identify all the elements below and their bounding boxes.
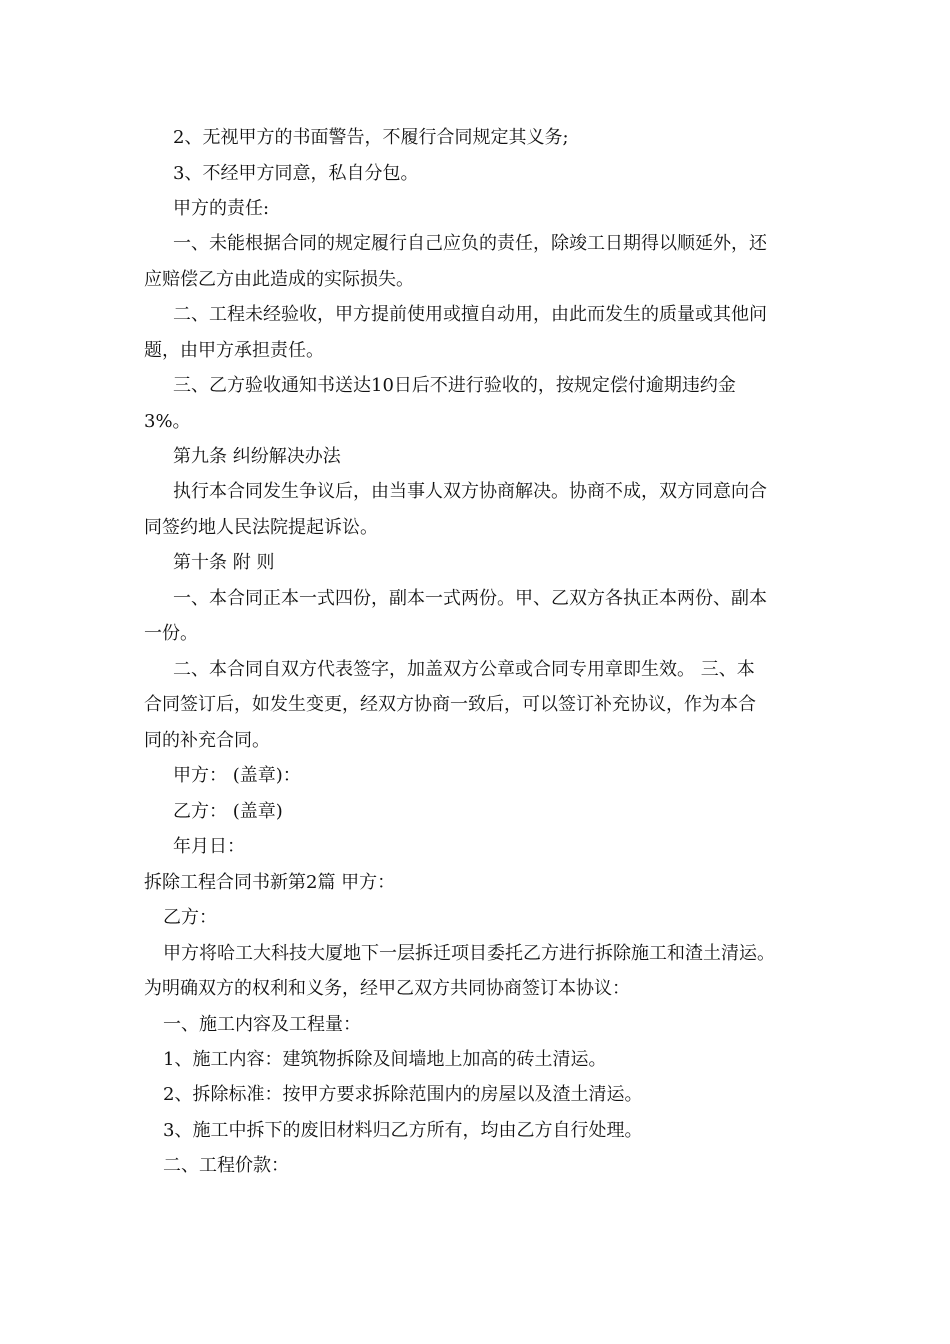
text-line: 甲方的责任: <box>173 198 270 219</box>
section-heading: 第九条 纠纷解决办法 <box>173 446 341 467</box>
text-line: 乙方： <box>163 907 217 928</box>
text-line: 3、不经甲方同意，私自分包。 <box>173 163 419 184</box>
text-line: 同的补充合同。 <box>144 730 270 751</box>
text-line: 二、本合同自双方代表签字，加盖双方公章或合同专用章即生效。 三、本 <box>173 659 755 680</box>
text-line: 2、拆除标准：按甲方要求拆除范围内的房屋以及渣土清运。 <box>163 1084 643 1105</box>
text-line: 一、未能根据合同的规定履行自己应负的责任，除竣工日期得以顺延外，还 <box>173 233 767 254</box>
text-line: 2、无视甲方的书面警告，不履行合同规定其义务; <box>173 127 569 148</box>
section-heading: 第十条 附 则 <box>173 552 275 573</box>
text-line: 一、本合同正本一式四份，副本一式两份。甲、乙双方各执正本两份、副本 <box>173 588 767 609</box>
document-title: 拆除工程合同书新第2篇 甲方： <box>144 872 396 893</box>
text-line: 同签约地人民法院提起诉讼。 <box>144 517 378 538</box>
text-line: 一份。 <box>144 623 198 644</box>
text-line: 为明确双方的权利和义务，经甲乙双方共同协商签订本协议： <box>144 978 630 999</box>
text-line: 二、工程未经验收，甲方提前使用或擅自动用，由此而发生的质量或其他问 <box>173 304 767 325</box>
text-line: 题，由甲方承担责任。 <box>144 340 324 361</box>
signature-date: 年月日： <box>173 836 245 857</box>
section-heading: 一、施工内容及工程量： <box>163 1014 361 1035</box>
text-line: 应赔偿乙方由此造成的实际损失。 <box>144 269 414 290</box>
signature-party-b: 乙方： (盖章) <box>173 801 283 822</box>
text-line: 甲方将哈工大科技大厦地下一层拆迁项目委托乙方进行拆除施工和渣土清运。 <box>163 943 775 964</box>
text-line: 合同签订后，如发生变更，经双方协商一致后，可以签订补充协议，作为本合 <box>144 694 756 715</box>
text-line: 三、乙方验收通知书送达10日后不进行验收的，按规定偿付逾期违约金 <box>173 375 736 396</box>
text-line: 1、施工内容：建筑物拆除及间墙地上加高的砖土清运。 <box>163 1049 607 1070</box>
signature-party-a: 甲方： (盖章)： <box>173 765 301 786</box>
section-heading: 二、工程价款： <box>163 1155 289 1176</box>
text-line: 3%。 <box>144 411 191 432</box>
text-line: 3、施工中拆下的废旧材料归乙方所有，均由乙方自行处理。 <box>163 1120 643 1141</box>
text-line: 执行本合同发生争议后，由当事人双方协商解决。协商不成，双方同意向合 <box>173 481 767 502</box>
